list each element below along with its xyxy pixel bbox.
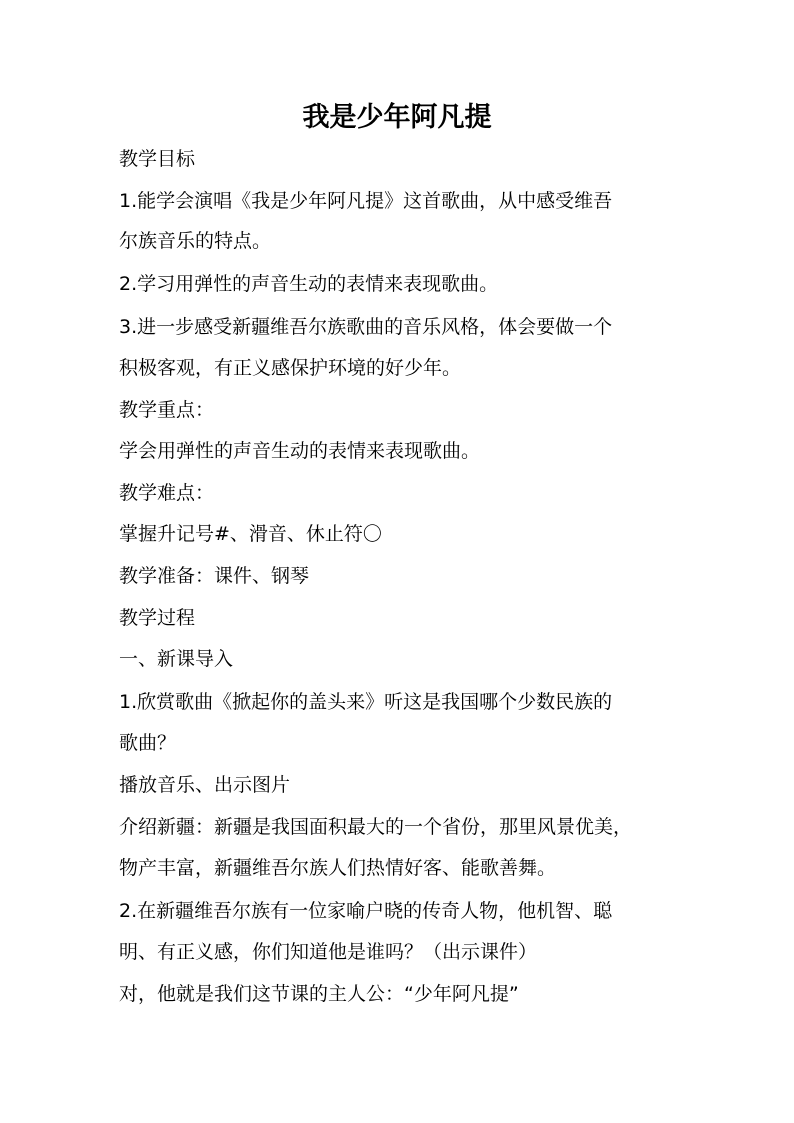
heading-difficulties: 教学难点： xyxy=(119,482,215,504)
paragraph-line: 学会用弹性的声音生动的表情来表现歌曲。 xyxy=(119,440,481,462)
paragraph-line: 对，他就是我们这节课的主人公：“少年阿凡提” xyxy=(119,983,519,1005)
paragraph-line: 物产丰富，新疆维吾尔族人们热情好客、能歌善舞。 xyxy=(119,857,557,879)
paragraph-line: 掌握升记号#、滑音、休止符〇 xyxy=(119,523,382,545)
heading-new-lesson-intro: 一、新课导入 xyxy=(119,648,234,670)
paragraph-line: 1.欣赏歌曲《掀起你的盖头来》听这是我国哪个少数民族的 xyxy=(119,691,613,713)
paragraph-line: 1.能学会演唱《我是少年阿凡提》这首歌曲，从中感受维吾 xyxy=(119,190,613,212)
paragraph-line: 2.在新疆维吾尔族有一位家喻户晓的传奇人物，他机智、聪 xyxy=(119,900,613,922)
paragraph-line: 2.学习用弹性的声音生动的表情来表现歌曲。 xyxy=(119,273,499,295)
paragraph-line: 歌曲？ xyxy=(119,732,177,754)
paragraph-line: 明、有正义感，你们知道他是谁吗？（出示课件） xyxy=(119,941,538,963)
heading-teaching-goals: 教学目标 xyxy=(119,148,196,170)
paragraph-line: 教学准备：课件、钢琴 xyxy=(119,565,310,587)
document-title: 我是少年阿凡提 xyxy=(302,102,492,133)
heading-teaching-process: 教学过程 xyxy=(119,607,196,629)
paragraph-line: 播放音乐、出示图片 xyxy=(119,774,291,796)
paragraph-line: 尔族音乐的特点。 xyxy=(119,230,272,252)
paragraph-line: 介绍新疆：新疆是我国面积最大的一个省份，那里风景优美， xyxy=(119,816,633,838)
paragraph-line: 3.进一步感受新疆维吾尔族歌曲的音乐风格，体会要做一个 xyxy=(119,316,613,338)
paragraph-line: 积极客观，有正义感保护环境的好少年。 xyxy=(119,357,462,379)
heading-key-points: 教学重点： xyxy=(119,399,215,421)
